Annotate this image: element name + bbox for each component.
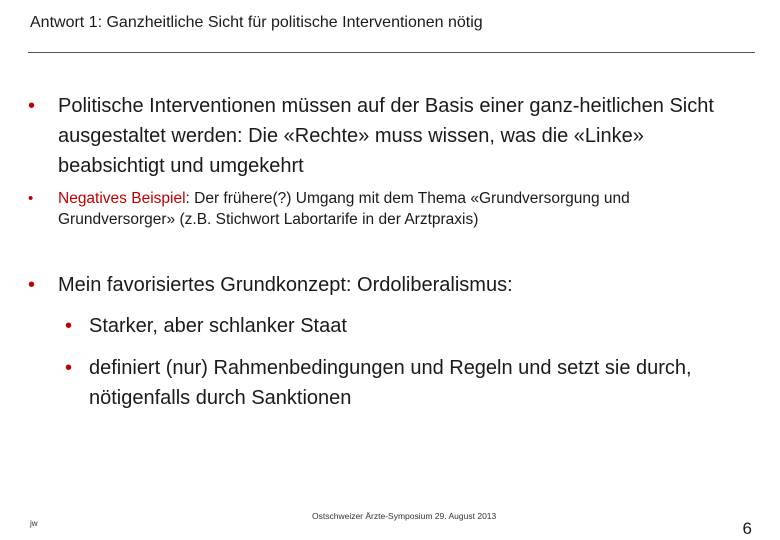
title-divider xyxy=(28,52,755,53)
bullet-item-1 xyxy=(28,91,748,181)
bullet-text: Starker, aber schlanker Staat xyxy=(89,315,347,337)
slide-footer: Ostschweizer Ärzte-Symposium 29. August 2013 xyxy=(312,511,497,521)
bullet-text: Mein favorisiertes Grundkonzept: Ordoliberalismus: xyxy=(58,274,513,296)
sub-bullet-item-2 xyxy=(65,353,755,413)
bullet-text: Politische Interventionen müssen auf der Basis einer ganz-heitlichen Sicht ausgestaltet werden: Die «Rechte» muss wissen, was die «Linke» beabsichtigt und umgekehrt xyxy=(58,95,714,177)
bullet-text-rest: : Der frühere(?) Umgang mit dem Thema «Grundversorgung und Grundversorger» (z.B. Stichwort Labortarife in der Arztpraxis) xyxy=(58,190,630,228)
bullet-text: definiert (nur) Rahmenbedingungen und Regeln und setzt sie durch, nötigenfalls durch Sanktionen xyxy=(89,357,692,409)
bullet-text xyxy=(58,188,748,230)
slide-title: Antwort 1: Ganzheitliche Sicht für politische Interventionen nötig xyxy=(30,14,483,31)
author-initials: jw xyxy=(30,519,38,528)
bullet-marker: • xyxy=(65,315,73,337)
bullet-item-3 xyxy=(28,270,748,300)
page-number: 6 xyxy=(742,519,752,538)
sub-bullet-item-1 xyxy=(65,311,755,341)
bullet-marker: • xyxy=(65,357,73,379)
bullet-marker: • xyxy=(28,190,34,207)
bullet-marker: • xyxy=(28,95,36,117)
bullet-item-2 xyxy=(28,188,748,230)
bullet-highlight: Negatives Beispiel xyxy=(58,190,186,207)
bullet-marker: • xyxy=(28,274,36,296)
